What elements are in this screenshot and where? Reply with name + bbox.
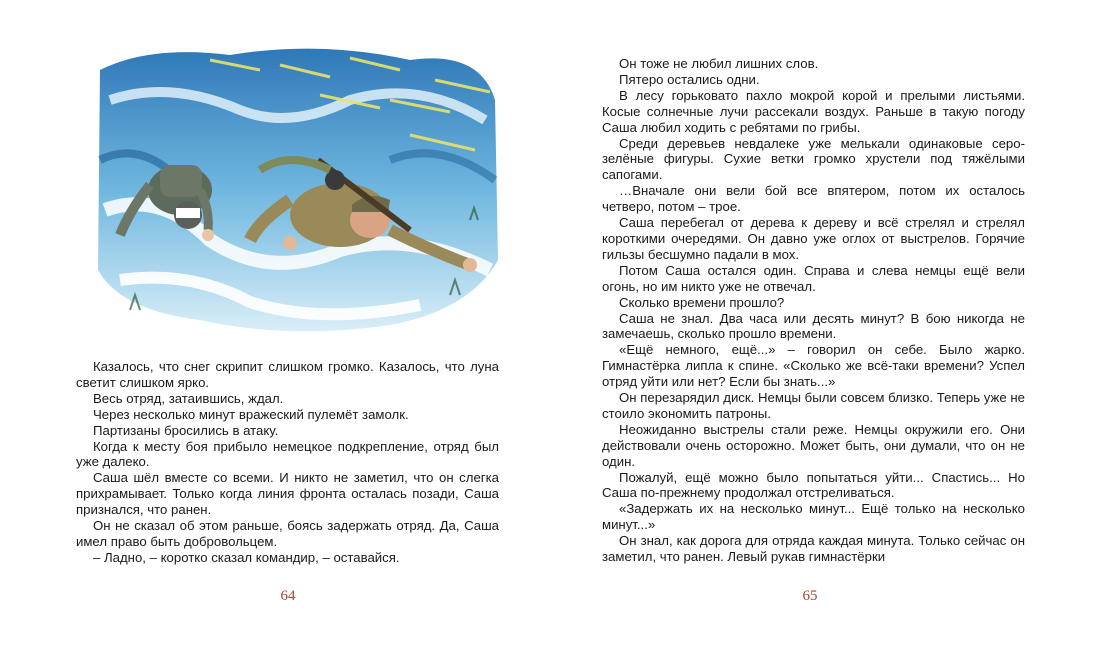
paragraph: Среди деревьев невдалеке уже мелькали одинаковые серо-зелёные фигуры. Сухие ветки громко хрустели под тяжёлыми сапогами. [602, 135, 1025, 183]
paragraph: – Ладно, – коротко сказал командир, – оставайся. [93, 549, 400, 565]
partisans-in-snow-illustration [90, 40, 500, 340]
paragraph: Пятеро остались одни. [619, 71, 760, 87]
paragraph: Партизаны бросились в атаку. [93, 422, 279, 438]
paragraph: Сколько времени прошло? [619, 294, 785, 310]
left-page-text [76, 359, 499, 566]
paragraph: Через несколько минут вражеский пулемёт замолк. [93, 406, 409, 422]
paragraph: Он перезарядил диск. Немцы были совсем близко. Теперь уже не стоило экономить патроны. [602, 390, 1025, 421]
paragraph: Он знал, как дорога для отряда каждая минута. Только сейчас он заметил, что ранен. Левый рукав гимнастёрки [602, 533, 1025, 565]
page-number: 64 [280, 588, 296, 604]
paragraph: «Ещё немного, ещё...» – говорил он себе. Было жарко. Гимнастёрка липла к спине. «Сколько же всё-таки времени? Успел отряд уйти или нет? Если бы знать...» [602, 342, 1025, 390]
paragraph: Саша перебегал от дерева к дереву и всё стрелял и стрелял короткими очередями. Он давно уже оглох от выстрелов. Горячие гильзы бесшумно падали в мох. [602, 215, 1025, 262]
paragraph: Неожиданно выстрелы стали реже. Немцы окружили его. Они действовали очень осторожно. Может быть, они думали, что он не один. [602, 421, 1025, 469]
right-page [550, 0, 1100, 663]
paragraph: «Задержать их на несколько минут... Ещё только на несколько минут...» [602, 501, 1025, 533]
paragraph: Он не сказал об этом раньше, боясь задержать отряд. Да, Саша имел право быть добровольцем. [76, 518, 499, 549]
paragraph: Пожалуй, ещё можно было попытаться уйти... Спастись... Но Саша по-прежнему продолжал отстреливаться. [602, 469, 1025, 501]
right-page-text [602, 56, 1025, 565]
page-number: 65 [802, 588, 818, 604]
paragraph: Саша шёл вместе со всеми. И никто не заметил, что он слегка прихрамывает. Только когда линия фронта осталась позади, Саша признался, что ранен. [76, 470, 499, 518]
paragraph: Казалось, что снег скрипит слишком громко. Казалось, что луна светит слишком ярко. [76, 359, 499, 390]
paragraph: Когда к месту боя прибыло немецкое подкрепление, отряд был уже далеко. [76, 438, 499, 470]
paragraph: …Вначале они вели бой все впятером, потом их осталось четверо, потом – трое. [602, 183, 1025, 215]
paragraph: Он тоже не любил лишних слов. [619, 56, 819, 71]
paragraph: Потом Саша остался один. Справа и слева немцы ещё вели огонь, но им никто уже не отвечал. [602, 262, 1025, 294]
paragraph: Саша не знал. Два часа или десять минут? В бою никогда не замечаешь, сколько прошло времени. [602, 310, 1025, 342]
paragraph: В лесу горьковато пахло мокрой корой и прелыми листьями. Косые солнечные лучи рассекали воздух. Раньше в такую погоду Саша любил ходить с ребятами по грибы. [602, 87, 1025, 135]
paragraph: Весь отряд, затаившись, ждал. [93, 390, 284, 406]
